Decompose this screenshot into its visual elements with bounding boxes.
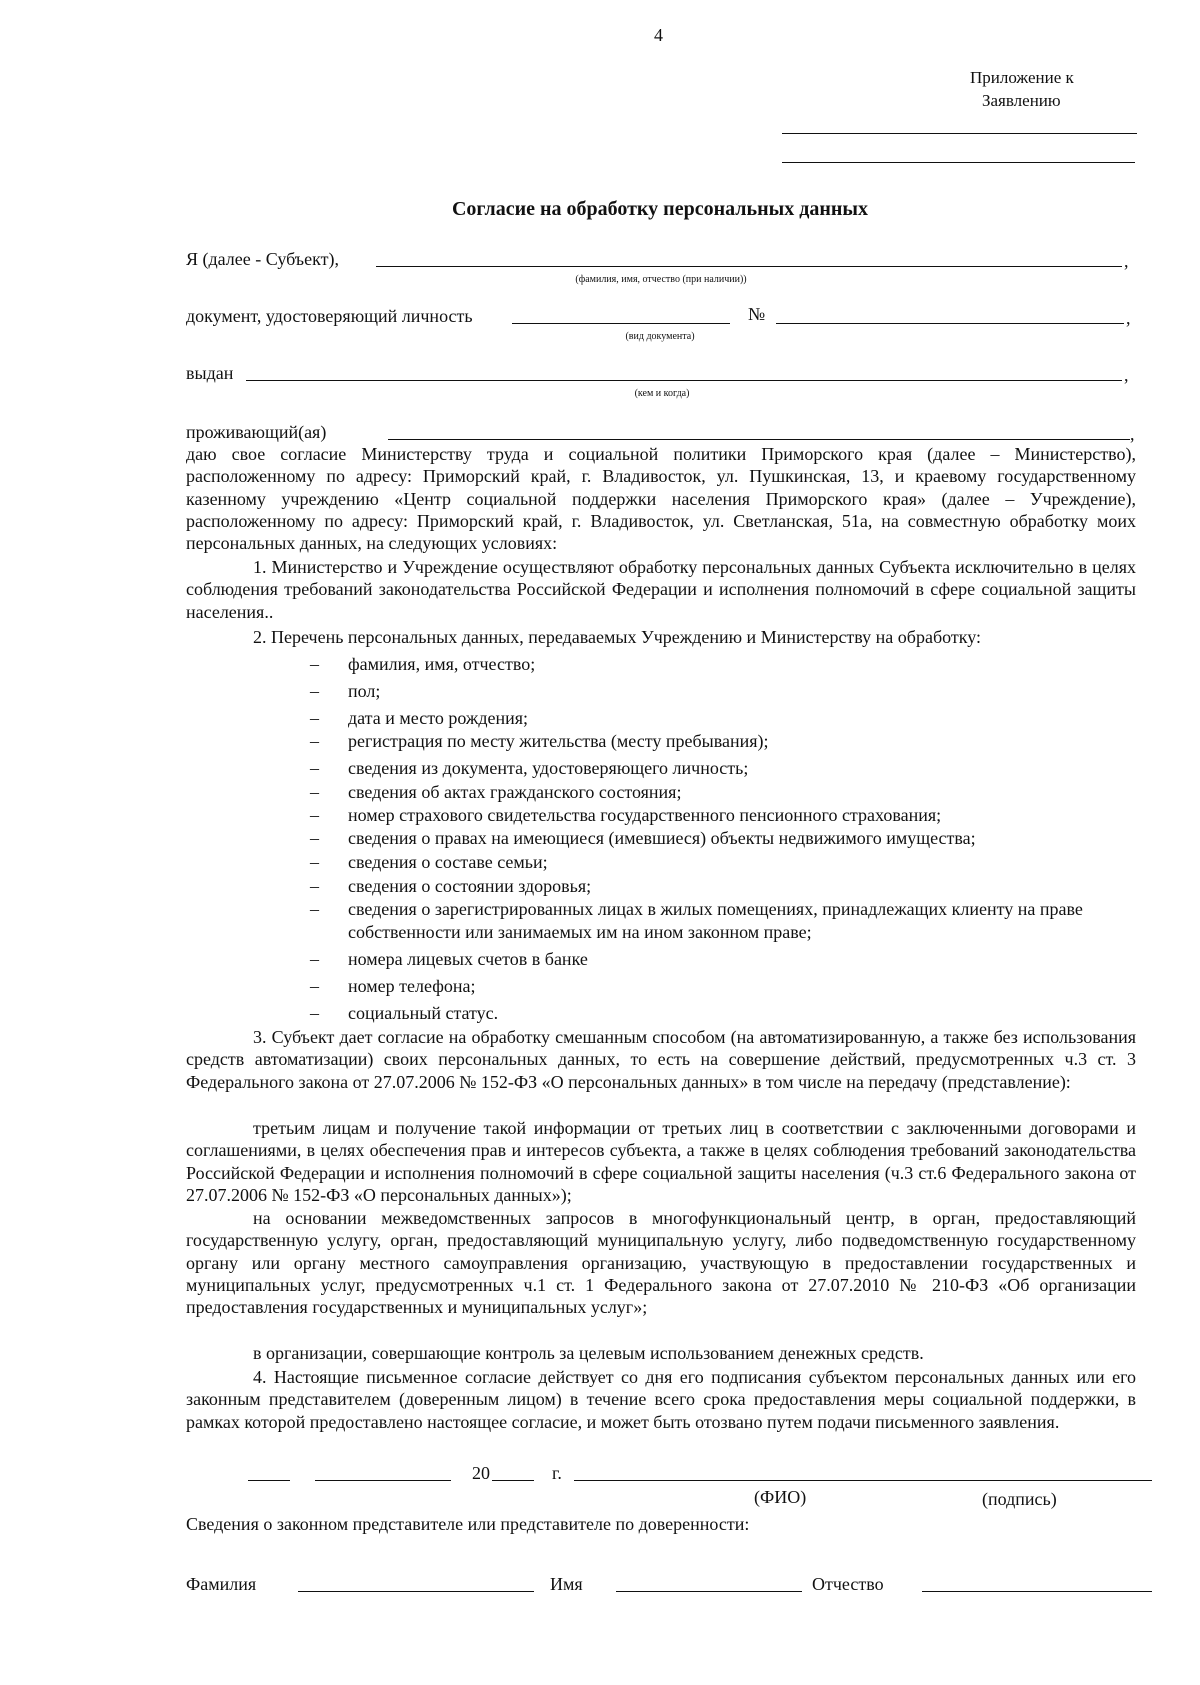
doc-comma: , — [1126, 308, 1131, 328]
signature-caption: (подпись) — [982, 1489, 1057, 1509]
doc-number-field[interactable] — [776, 323, 1124, 324]
issued-caption: (кем и когда) — [634, 388, 690, 399]
patronymic-field[interactable] — [922, 1591, 1152, 1592]
patronymic-label: Отчество — [812, 1574, 884, 1594]
residing-comma: , — [1130, 424, 1135, 444]
surname-label: Фамилия — [186, 1574, 257, 1594]
document-title: Согласие на обработку персональных данных — [451, 198, 868, 220]
appendix-line-2: Заявлению — [982, 91, 1061, 110]
name-label: Имя — [550, 1574, 583, 1594]
clause-3-b: на основании межведомственных запросов в многофункциональный центр, в орган, предоставляющий государственную услугу, орган, предоставляющий муниципальную услугу, либо подведомственную государственному органу или органу местного самоуправления организацию, участвующую в предоставлении государственных и муниципальных услуг, предусмотренных ч.1 ст. 1 Федерального закона от 27.07.2010 № 210-ФЗ «Об организации предоставления государственных и муниципальных услуг»; — [186, 1208, 1136, 1318]
doc-label: документ, удостоверяющий личность — [186, 306, 473, 326]
name-field[interactable] — [616, 1591, 802, 1592]
surname-field[interactable] — [298, 1591, 534, 1592]
month-field[interactable] — [315, 1480, 451, 1481]
year-field[interactable] — [492, 1480, 534, 1481]
representative-heading: Сведения о законном представителе или представителе по доверенности: — [186, 1514, 750, 1534]
year-suffix: г. — [552, 1463, 562, 1483]
issued-by-field[interactable] — [246, 380, 1122, 381]
doc-caption: (вид документа) — [625, 331, 695, 342]
clause-3-a: третьим лицам и получение такой информации от третьих лиц в соответствии с заключенными договорами и соглашениями, в целях обеспечения прав и интересов субъекта, а также в целях соблюдения требований законодательства Российской Федерации и исполнения полномочий в сфере социальной защиты населения (ч.3 ст.6 Федерального закона от 27.07.2006 № 152-ФЗ «О персональных данных»); — [186, 1118, 1136, 1205]
subject-label: Я (далее - Субъект), — [186, 249, 339, 269]
subject-comma: , — [1124, 251, 1129, 271]
appendix-line-1: Приложение к — [970, 68, 1074, 87]
page-number: 4 — [654, 25, 663, 45]
year-prefix: 20 — [472, 1463, 490, 1483]
subject-name-field[interactable] — [376, 266, 1122, 267]
appendix-blank-line-1[interactable] — [782, 133, 1137, 134]
residing-address-field[interactable] — [388, 439, 1130, 440]
issued-comma: , — [1124, 365, 1129, 385]
appendix-blank-line-2[interactable] — [782, 162, 1135, 163]
doc-number-sign: № — [748, 304, 766, 324]
clause-3: 3. Субъект дает согласие на обработку смешанным способом (на автоматизированную, а также без использования средств автоматизации) своих персональных данных, то есть на совершение действий, предусмотренных ч.3 ст. 3 Федерального закона от 27.07.2006 № 152-ФЗ «О персональных данных» в том числе на передачу (представление): — [186, 1027, 1136, 1092]
clause-1: 1. Министерство и Учреждение осуществляют обработку персональных данных Субъекта исключительно в целях соблюдения требований законодательства Российской Федерации и исполнения полномочий в сфере социальной защиты населения.. — [186, 557, 1136, 622]
day-field[interactable] — [248, 1480, 290, 1481]
intro-paragraph: даю свое согласие Министерству труда и социальной политики Приморского края (далее – Министерство), расположенному по адресу: Приморский край, г. Владивосток, ул. Пушкинская, 13, и краевому государственному казенному учреждению «Центр социальной поддержки населения Приморского края» (далее – Учреждение), расположенному по адресу: Приморский край, г. Владивосток, ул. Светланская, 51а, на совместную обработку моих персональных данных, на следующих условиях: — [186, 444, 1136, 554]
clause-3-c: в организации, совершающие контроль за целевым использованием денежных средств. — [253, 1343, 924, 1363]
issued-label: выдан — [186, 363, 234, 383]
fio-signature-field[interactable] — [574, 1480, 1152, 1481]
doc-type-field[interactable] — [512, 323, 730, 324]
fio-caption: (ФИО) — [754, 1487, 807, 1507]
residing-label: проживающий(ая) — [186, 422, 327, 442]
subject-caption: (фамилия, имя, отчество (при наличии)) — [575, 274, 747, 285]
clause-4: 4. Настоящие письменное согласие действует со дня его подписания субъектом персональных данных или его законным представителем (доверенным лицом) в течение всего срока предоставления меры социальной поддержки, в рамках которой предоставлено настоящее согласие, и может быть отозвано путем подачи письменного заявления. — [186, 1367, 1136, 1432]
clause-2: 2. Перечень персональных данных, передаваемых Учреждению и Министерству на обработку: — [253, 627, 981, 647]
